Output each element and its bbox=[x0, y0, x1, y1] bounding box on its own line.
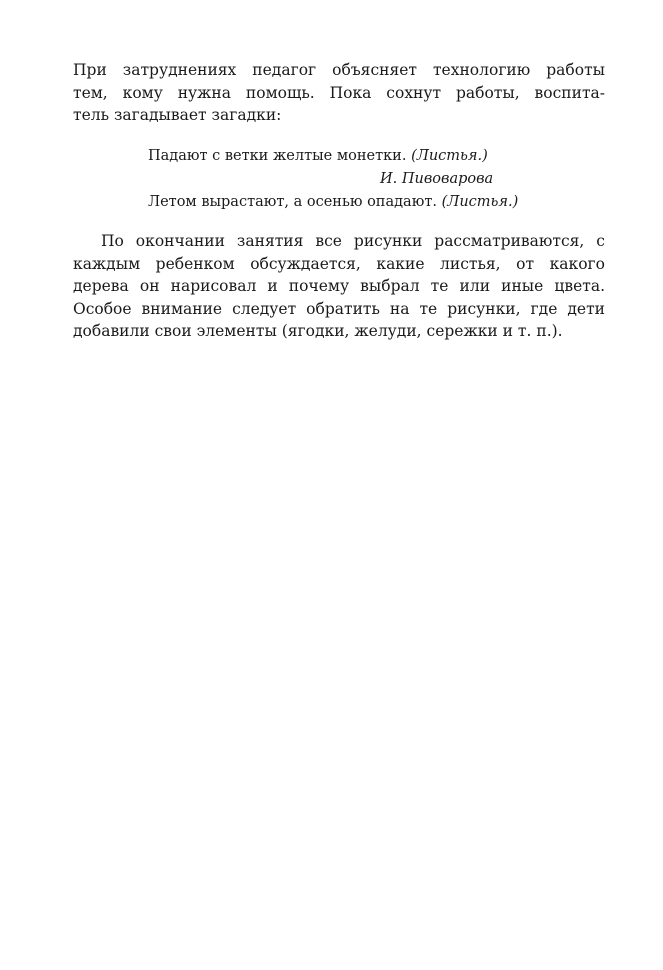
paragraph-conclusion bbox=[73, 230, 605, 343]
text-line: Особое внимание следует обратить на те рисунки, где дети bbox=[73, 299, 605, 318]
riddle-author: И. Пивоварова bbox=[380, 171, 494, 187]
text-line: тем, кому нужна помощь. Пока сохнут работы, воспита- bbox=[73, 83, 605, 102]
riddles-block bbox=[148, 145, 568, 214]
riddle-answer: (Листья.) bbox=[441, 194, 519, 210]
text-line: добавили свои элементы (ягодки, желуди, сережки и т. п.). bbox=[73, 322, 563, 340]
riddle-answer: (Листья.) bbox=[411, 148, 488, 164]
paragraph-intro bbox=[73, 59, 605, 127]
riddle-line bbox=[148, 191, 568, 214]
text-line: При затруднениях педагог объясняет технологию работы bbox=[73, 61, 605, 79]
text-line: тель загадывает загадки: bbox=[73, 106, 282, 124]
text-line: По окончании занятия все рисунки рассматриваются, с bbox=[101, 232, 605, 250]
riddle-text: Летом вырастают, а осенью опадают. bbox=[148, 194, 437, 210]
riddle-text: Падают с ветки желтые монетки. bbox=[148, 148, 407, 164]
text-line: дерева он нарисовал и почему выбрал те или иные цвета. bbox=[73, 277, 605, 295]
riddle-line bbox=[148, 145, 568, 168]
text-line: каждым ребенком обсуждается, какие листья, от какого bbox=[73, 254, 605, 273]
